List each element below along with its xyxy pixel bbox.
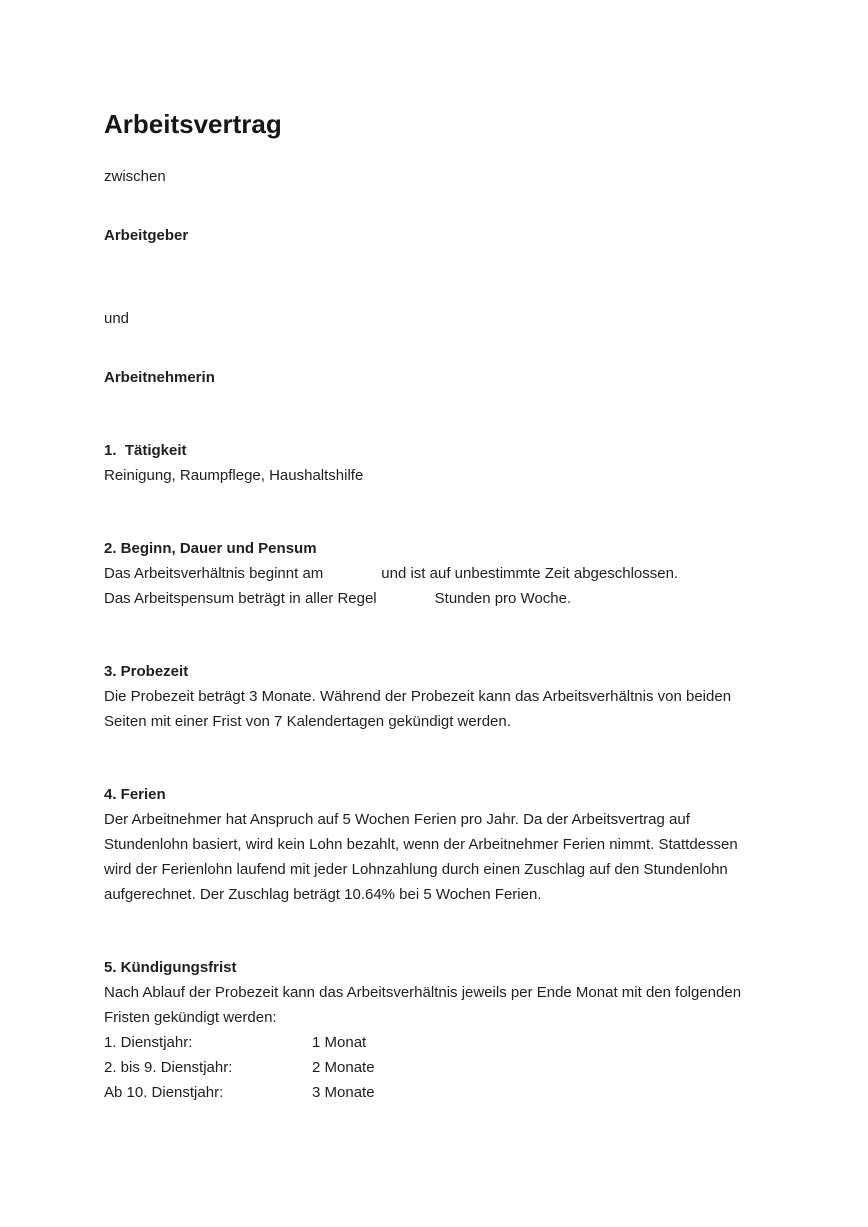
employer-label: Arbeitgeber [104,227,189,244]
start-date-line [104,561,764,586]
section-beginn-dauer-pensum [104,536,764,611]
section-kuendigungsfrist-intro: Nach Ablauf der Probezeit kann das Arbeitsverhältnis jeweils per Ende Monat mit den folgenden Fristen gekündigt werden: [104,984,742,1026]
section-ferien-heading: 4. Ferien [104,786,166,803]
employee-label: Arbeitnehmerin [104,369,215,386]
notice-period-row [104,1030,764,1055]
section-kuendigungsfrist-heading: 5. Kündigungsfrist [104,959,237,976]
notice-period-label: Ab 10. Dienstjahr: [104,1084,224,1101]
hours-line [104,586,764,611]
section-kuendigungsfrist [104,955,764,1105]
notice-period-label: 1. Dienstjahr: [104,1034,193,1051]
between-label: zwischen [104,168,166,185]
hours-text-before: Das Arbeitspensum beträgt in aller Regel [104,590,377,607]
hours-blank [377,602,435,603]
hours-text-after: Stunden pro Woche. [434,590,572,607]
section-probezeit-heading: 3. Probezeit [104,663,189,680]
section-ferien-body: Der Arbeitnehmer hat Anspruch auf 5 Wochen Ferien pro Jahr. Da der Arbeitsvertrag auf Stundenlohn basiert, wird kein Lohn bezahlt, wenn der Arbeitnehmer Ferien nimmt. Stattdessen wird der Ferienlohn laufend mit jeder Lohnzahlung durch einen Zuschlag auf den Stundenlohn aufgerechnet. Der Zuschlag beträgt 10.64% bei 5 Wochen Ferien. [104,811,738,903]
notice-period-row [104,1080,764,1105]
section-taetigkeit-body: Reinigung, Raumpflege, Haushaltshilfe [104,467,364,484]
notice-period-value: 2 Monate [312,1059,375,1076]
section-probezeit [104,659,764,734]
start-date-blank [323,577,381,578]
start-date-text-before: Das Arbeitsverhältnis beginnt am [104,565,324,582]
and-label: und [104,310,130,327]
notice-period-row [104,1055,764,1080]
notice-period-label: 2. bis 9. Dienstjahr: [104,1059,233,1076]
section-taetigkeit-heading: 1. Tätigkeit [104,442,187,459]
section-taetigkeit [104,438,764,488]
section-probezeit-body: Die Probezeit beträgt 3 Monate. Während der Probezeit kann das Arbeitsverhältnis von beiden Seiten mit einer Frist von 7 Kalendertagen gekündigt werden. [104,688,732,730]
notice-period-value: 3 Monate [312,1084,375,1101]
section-beginn-heading: 2. Beginn, Dauer und Pensum [104,540,317,557]
document-title: Arbeitsvertrag [104,109,282,139]
notice-period-value: 1 Monat [312,1034,367,1051]
start-date-text-after: und ist auf unbestimmte Zeit abgeschlossen. [381,565,679,582]
section-ferien [104,782,764,907]
